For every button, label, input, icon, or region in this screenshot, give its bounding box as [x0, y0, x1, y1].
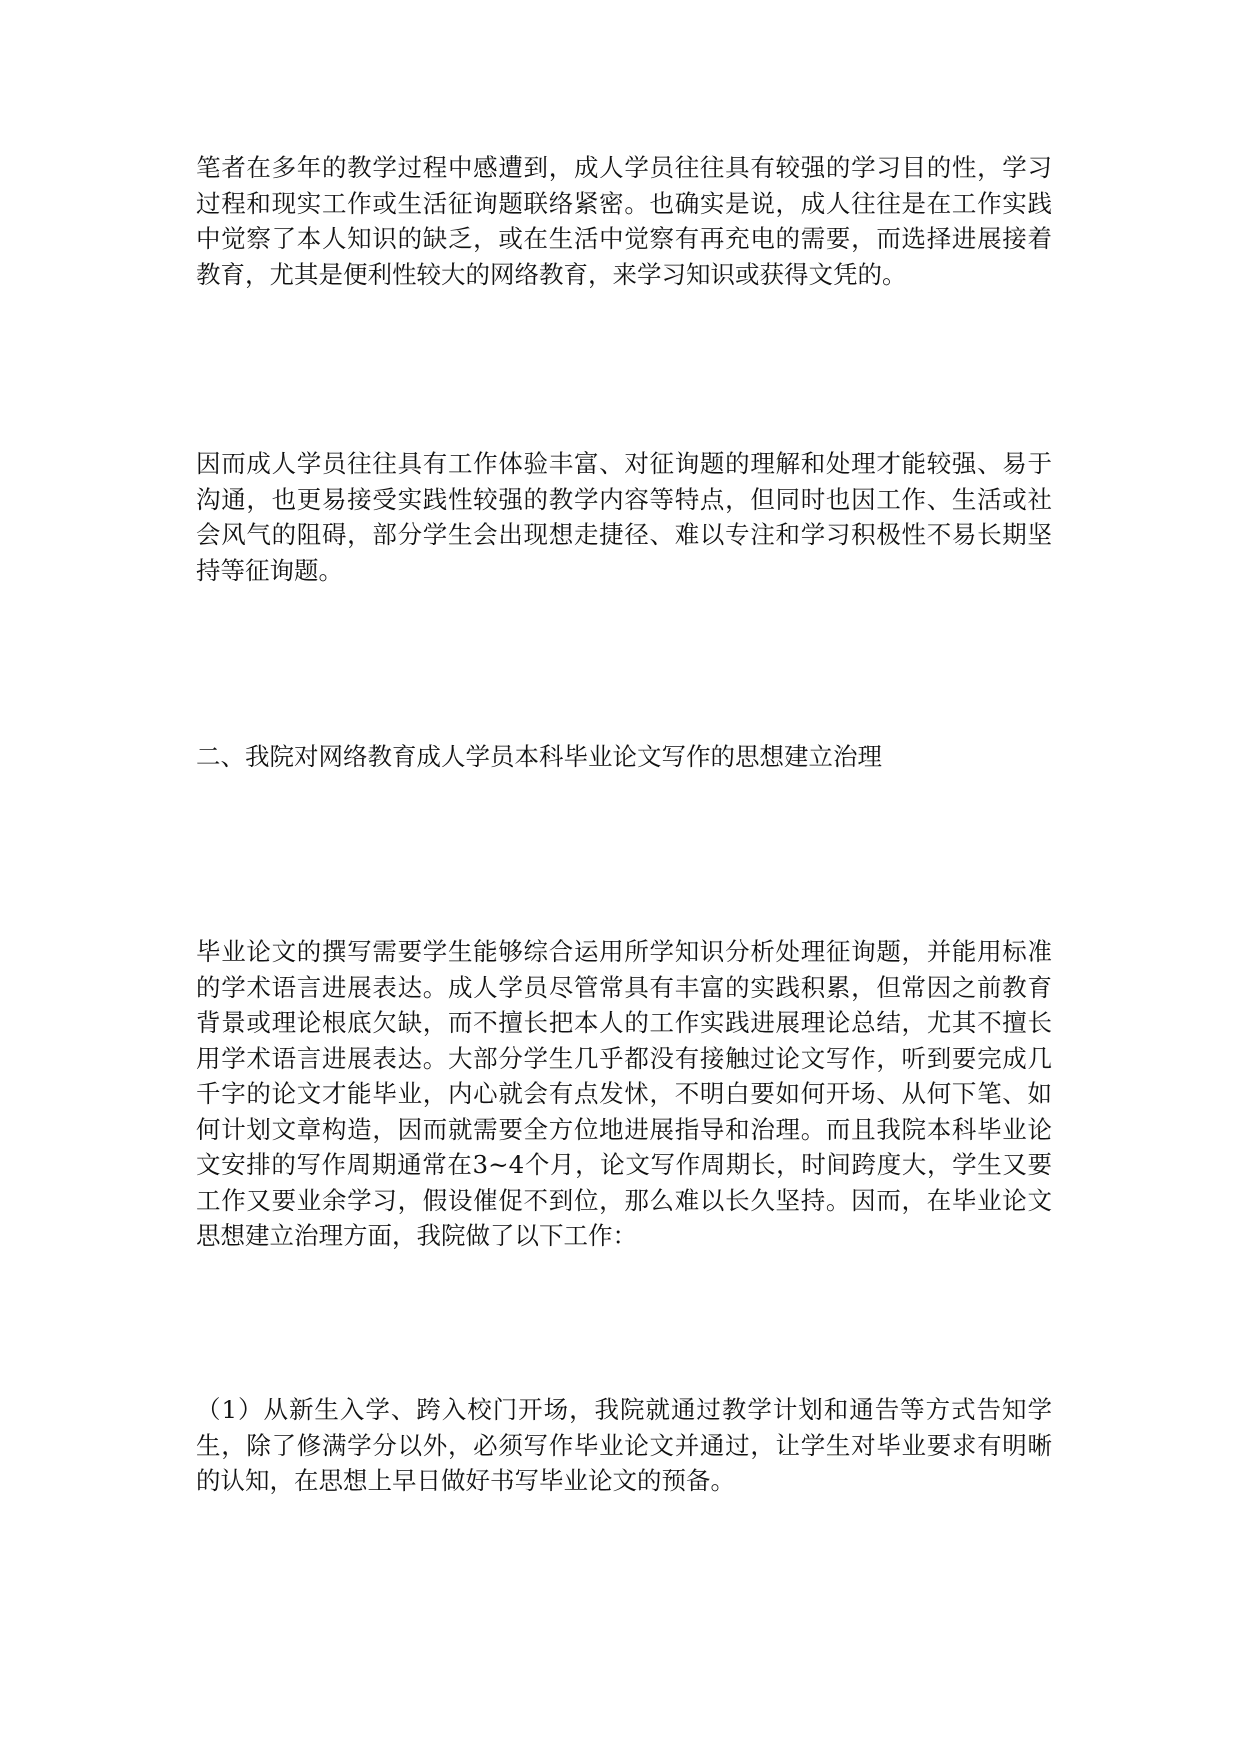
paragraph-adult-learner-traits: 因而成人学员往往具有工作体验丰富、对征询题的理解和处理才能较强、易于沟通，也更易接受实践性较强的教学内容等特点，但同时也因工作、生活或社会风气的阻碍，部分学生会出现想走捷径、难以专注和学习积极性不易长期坚持等征询题。	[196, 449, 1052, 585]
paragraph-thesis-writing-challenges: 毕业论文的撰写需要学生能够综合运用所学知识分析处理征询题，并能用标准的学术语言进展表达。成人学员尽管常具有丰富的实践积累，但常因之前教育背景或理论根底欠缺，而不擅长把本人的工作实践进展理论总结，尤其不擅长用学术语言进展表达。大部分学生几乎都没有接触过论文写作，听到要完成几千字的论文才能毕业，内心就会有点发怵，不明白要如何开场、从何下笔、如何计划文章构造，因而就需要全方位地进展指导和治理。而且我院本科毕业论文安排的写作周期通常在3~4个月，论文写作周期长，时间跨度大，学生又要工作又要业余学习，假设催促不到位，那么难以长久坚持。因而，在毕业论文思想建立治理方面，我院做了以下工作：	[196, 937, 1052, 1250]
paragraph-adult-learner-goals: 笔者在多年的教学过程中感遭到，成人学员往往具有较强的学习目的性，学习过程和现实工作或生活征询题联络紧密。也确实是说，成人往往是在工作实践中觉察了本人知识的缺乏，或在生活中觉察有再充电的需要，而选择进展接着教育，尤其是便利性较大的网络教育，来学习知识或获得文凭的。	[196, 153, 1052, 289]
section-heading: 二、我院对网络教育成人学员本科毕业论文写作的思想建立治理	[196, 742, 882, 771]
paragraph-measure-1: （1）从新生入学、跨入校门开场，我院就通过教学计划和通告等方式告知学生，除了修满学分以外，必须写作毕业论文并通过，让学生对毕业要求有明晰的认知，在思想上早日做好书写毕业论文的预备。	[196, 1395, 1052, 1495]
